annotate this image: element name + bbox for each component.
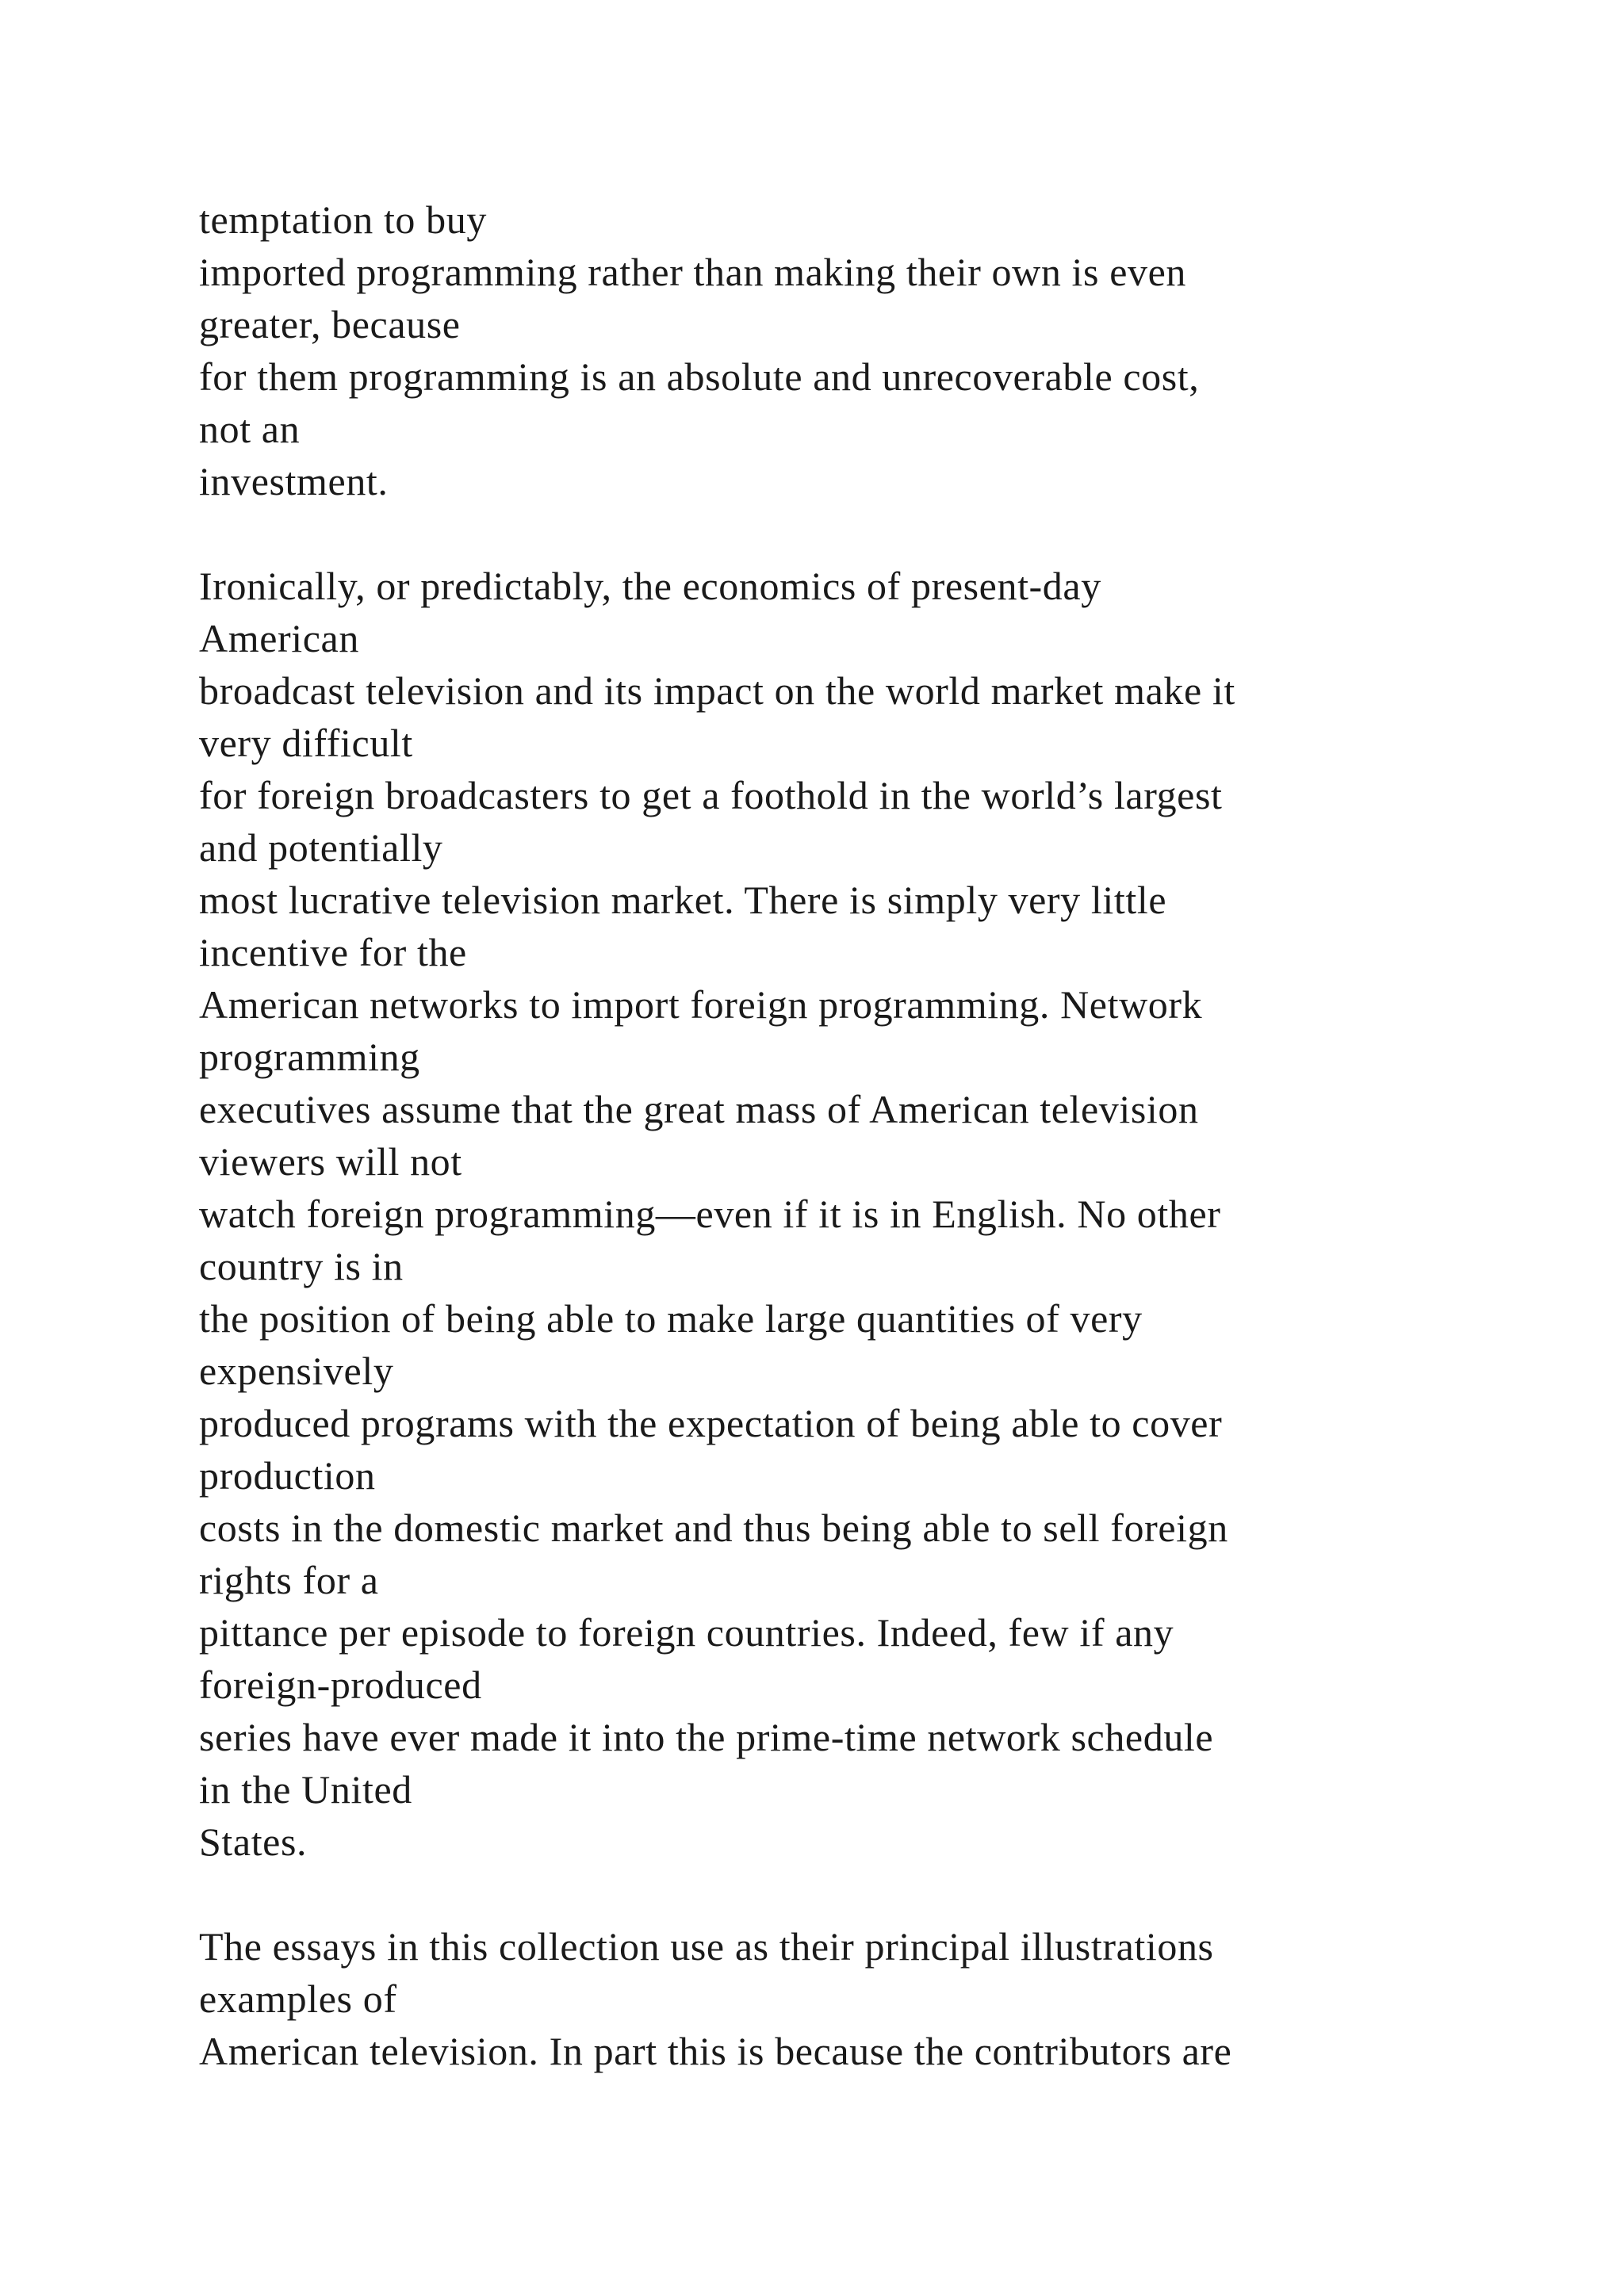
text-line: incentive for the (199, 930, 467, 974)
text-line: series have ever made it into the prime-time network schedule (199, 1715, 1214, 1759)
text-line: The essays in this collection use as their principal illustrations (199, 1924, 1214, 1969)
text-line: Ironically, or predictably, the economics of present-day (199, 564, 1101, 608)
text-line: American television. In part this is because the contributors are (199, 2029, 1232, 2073)
text-line: and potentially (199, 825, 443, 870)
paragraph-2 (199, 560, 1547, 1868)
text-line: the position of being able to make large quantities of very (199, 1296, 1143, 1341)
text-line: broadcast television and its impact on the world market make it (199, 668, 1235, 713)
text-line: for them programming is an absolute and unrecoverable cost, (199, 354, 1200, 399)
text-line: country is in (199, 1244, 404, 1288)
text-line: production (199, 1453, 376, 1498)
paragraph-3 (199, 1920, 1547, 2077)
text-line: not an (199, 407, 301, 451)
text-line: costs in the domestic market and thus being able to sell foreign (199, 1506, 1228, 1550)
paragraph-1 (199, 193, 1547, 507)
text-line: expensively (199, 1349, 394, 1393)
text-line: greater, because (199, 302, 461, 346)
text-line: in the United (199, 1767, 412, 1812)
text-line: most lucrative television market. There is simply very little (199, 878, 1167, 922)
text-line: investment. (199, 459, 389, 503)
text-line: foreign-produced (199, 1663, 482, 1707)
text-line: rights for a (199, 1558, 379, 1602)
text-line: States. (199, 1820, 308, 1864)
text-line: temptation to buy (199, 197, 487, 242)
text-line: examples of (199, 1976, 397, 2021)
text-line: executives assume that the great mass of American television (199, 1087, 1199, 1131)
document-page (199, 193, 1547, 2130)
text-line: produced programs with the expectation of being able to cover (199, 1401, 1223, 1445)
text-line: pittance per episode to foreign countries. Indeed, few if any (199, 1610, 1174, 1655)
text-line: programming (199, 1035, 420, 1079)
text-line: for foreign broadcasters to get a foothold in the world’s largest (199, 773, 1223, 817)
text-line: watch foreign programming—even if it is in English. No other (199, 1192, 1221, 1236)
text-line: imported programming rather than making their own is even (199, 250, 1186, 294)
text-line: American networks to import foreign programming. Network (199, 982, 1203, 1027)
text-line: very difficult (199, 721, 413, 765)
text-line: viewers will not (199, 1139, 462, 1184)
text-line: American (199, 616, 359, 660)
